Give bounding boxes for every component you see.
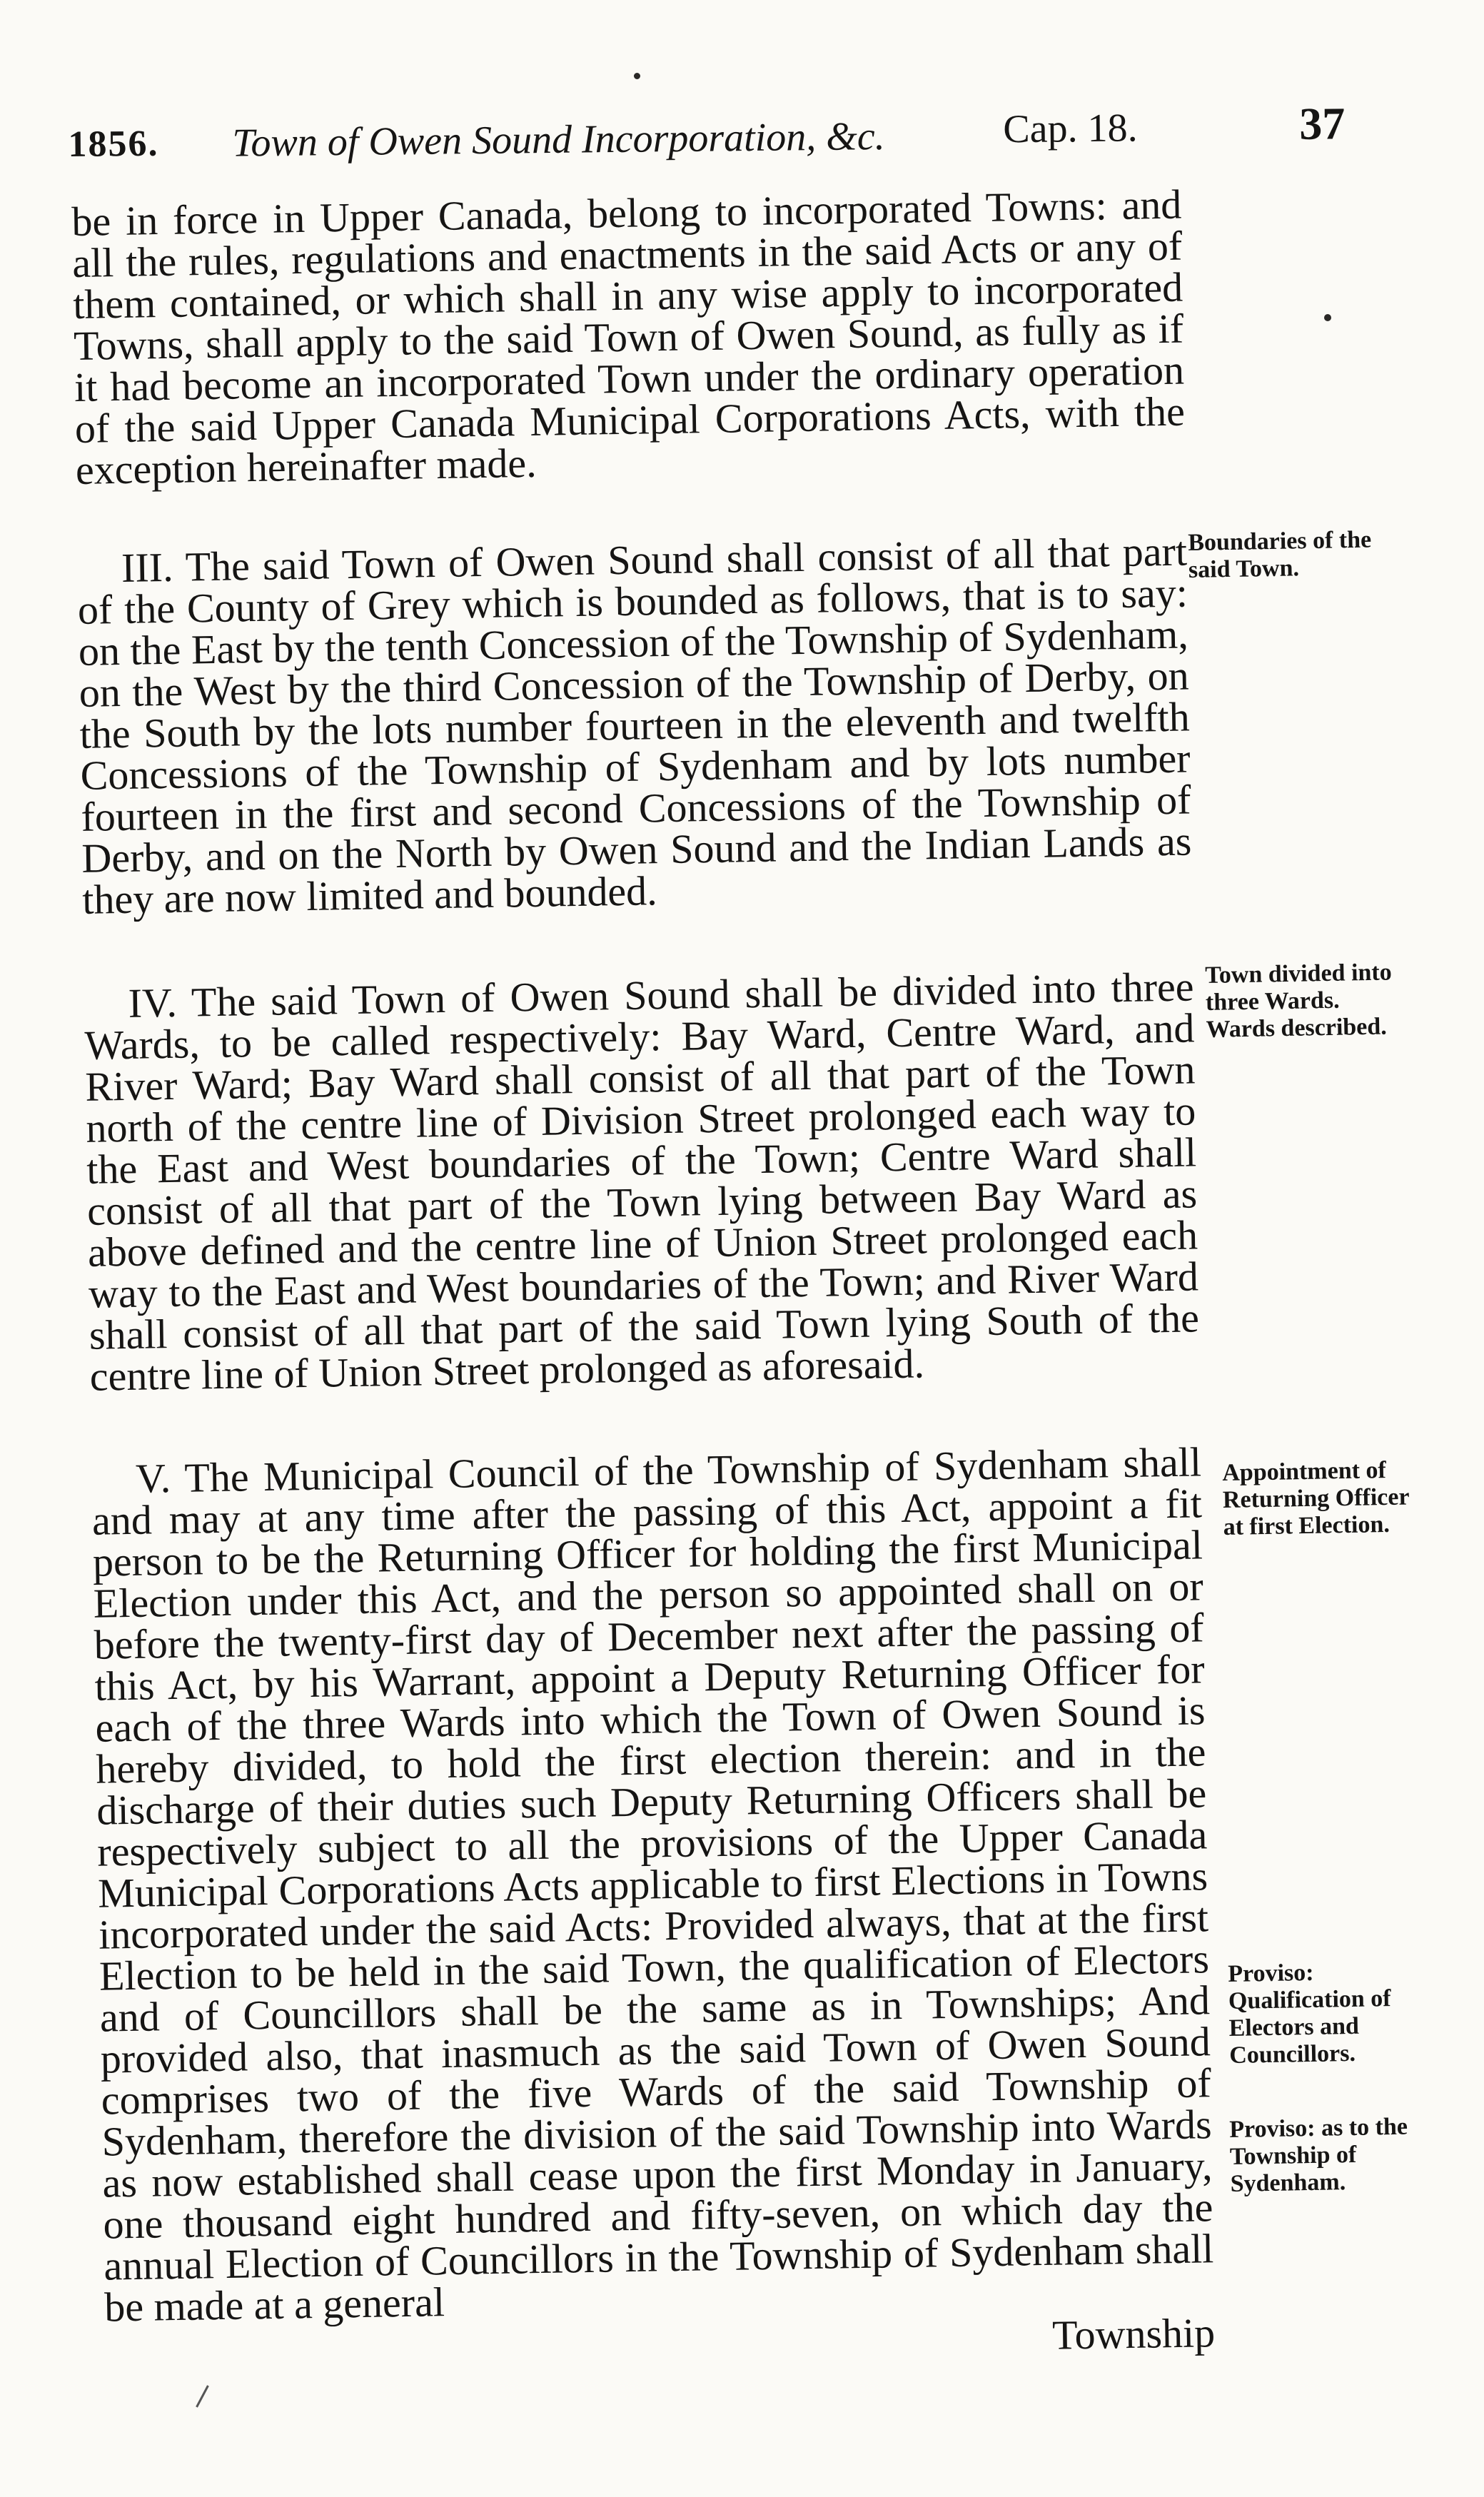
- text-column: [71, 181, 1216, 2371]
- paragraph-continuation: be in force in Upper Canada, belong to incorporated Towns: and all the rules, regulations and enactments in the said Acts or any of them contained, or which shall in any wise apply to incorporated Towns, shall apply to the said Town of Owen Sound, as fully as if it had become an incorporated Town under the ordinary operation of the said Upper Canada Municipal Corporations Acts, with the exception hereinafter made.: [71, 181, 1186, 493]
- marginal-note-town-divided: Town divided into three Wards. Wards described.: [1205, 959, 1393, 1043]
- ink-speck: [1324, 314, 1331, 321]
- section-iii: III. The said Town of Owen Sound shall consist of all that part of the County of Grey which is bounded as follows, that is to say: on the East by the tenth Concession of the Township of Sydenham, on the West by the third Concession of the Township of Derby, on the South by the lots number fourteen in the eleventh and twelfth Concessions of the Township of Sydenham and by lots number fourteen in the first and second Concessions of the Township of Derby, and on the North by Owen Sound and the Indian Lands as they are now limited and bounded.: [77, 528, 1192, 923]
- header-title: Town of Owen Sound Incorporation, &c.: [232, 114, 885, 166]
- header-year: 1856.: [68, 123, 159, 165]
- page-number: 37: [1298, 98, 1346, 149]
- section-iv: IV. The said Town of Owen Sound shall be divided into three Wards, to be called respectively: Bay Ward, Centre Ward, and River Ward; Bay Ward shall consist of all that part of the Town north of the centre line of Division Street prolonged each way to the East and West boundaries of the Town; Centre Ward shall consist of all that part of the Town lying between Bay Ward as above defined and the centre line of Union Street prolonged each way to the East and West boundaries of the Town; and River Ward shall consist of all that part of the said Town lying South of the centre line of Union Street prolonged as aforesaid.: [84, 963, 1200, 1400]
- marginal-note-boundaries: Boundaries of the said Town.: [1188, 526, 1372, 583]
- paper-mark: [196, 2385, 209, 2407]
- catchword: Township: [1051, 2309, 1216, 2359]
- marginal-note-proviso-qualification: Proviso: Qualification of Electors and Councillors.: [1228, 1959, 1391, 2069]
- section-v: V. The Municipal Council of the Township of Sydenham shall and may at any time after the passing of this Act, appoint a fit person to be the Returning Officer for holding the first Municipal Election under this Act, and the person so appointed shall on or before the twenty-first day of December next after the passing of this Act, by his Warrant, appoint a Deputy Returning Officer for each of the three Wards into which the Town of Owen Sound is hereby divided, to hold the first election therein: and in the discharge of their duties such Deputy Returning Officers shall be respectively subject to all the provisions of the Upper Canada Municipal Corporations Acts applicable to first Elections in Towns incorporated under the said Acts: Provided always, that at the first Election to be held in the said Town, the qualification of Electors and of Councillors shall be the same as in Townships; And provided also, that inasmuch as the said Town of Owen Sound comprises two of the five Wards of the said Township of Sydenham, therefore the division of the said Township into Wards as now established shall cease upon the first Monday in January, one thousand eight hundred and fifty-seven, on which day the annual Election of Councillors in the Township of Sydenham shall be made at a general: [91, 1438, 1214, 2331]
- ink-speck: [634, 73, 640, 79]
- header-chapter: Cap. 18.: [1003, 106, 1138, 152]
- marginal-note-appointment: Appointment of Returning Officer at first Election.: [1222, 1456, 1410, 1540]
- running-header: [68, 97, 1368, 175]
- marginal-note-proviso-township: Proviso: as to the Township of Sydenham.: [1229, 2113, 1408, 2197]
